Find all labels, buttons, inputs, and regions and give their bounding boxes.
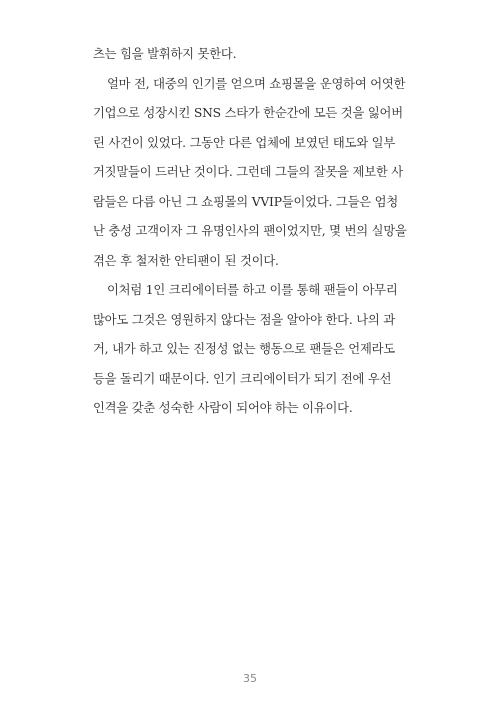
text-line: 거, 내가 하고 있는 진정성 없는 행동으로 팬들은 언제라도 <box>93 342 395 356</box>
page-number: 35 <box>243 672 257 685</box>
text-line: 얼마 전, 대중의 인기를 얻으며 쇼핑몰을 운영하여 어엿한 <box>107 76 406 91</box>
body-text <box>93 40 413 424</box>
text-line: 람들은 다름 아닌 그 쇼핑몰의 VVIP들이었다. 그들은 엄청 <box>93 194 399 209</box>
text-line: 린 사건이 있었다. 그동안 다른 업체에 보였던 태도와 일부 <box>93 135 395 150</box>
text-line: 많아도 그것은 영원하지 않다는 점을 알아야 한다. 나의 과 <box>93 312 395 327</box>
text-line: 츠는 힘을 발휘하지 못한다. <box>93 47 237 61</box>
text-line: 난 충성 고객이자 그 유명인사의 팬이었지만, 몇 번의 실망을 <box>93 224 407 238</box>
text-line: 이처럼 1인 크리에이터를 하고 이를 통해 팬들이 아무리 <box>107 283 398 297</box>
text-line: 등을 돌리기 때문이다. 인기 크리에이터가 되기 전에 우선 <box>93 371 392 386</box>
text-line: 겪은 후 철저한 안티팬이 된 것이다. <box>93 253 279 268</box>
text-line: 인격을 갖춘 성숙한 사람이 되어야 하는 이유이다. <box>93 401 353 415</box>
text-line: 기업으로 성장시킨 SNS 스타가 한순간에 모든 것을 잃어버 <box>93 106 403 120</box>
text-line: 거짓말들이 드러난 것이다. 그런데 그들의 잘못을 제보한 사 <box>93 165 403 179</box>
